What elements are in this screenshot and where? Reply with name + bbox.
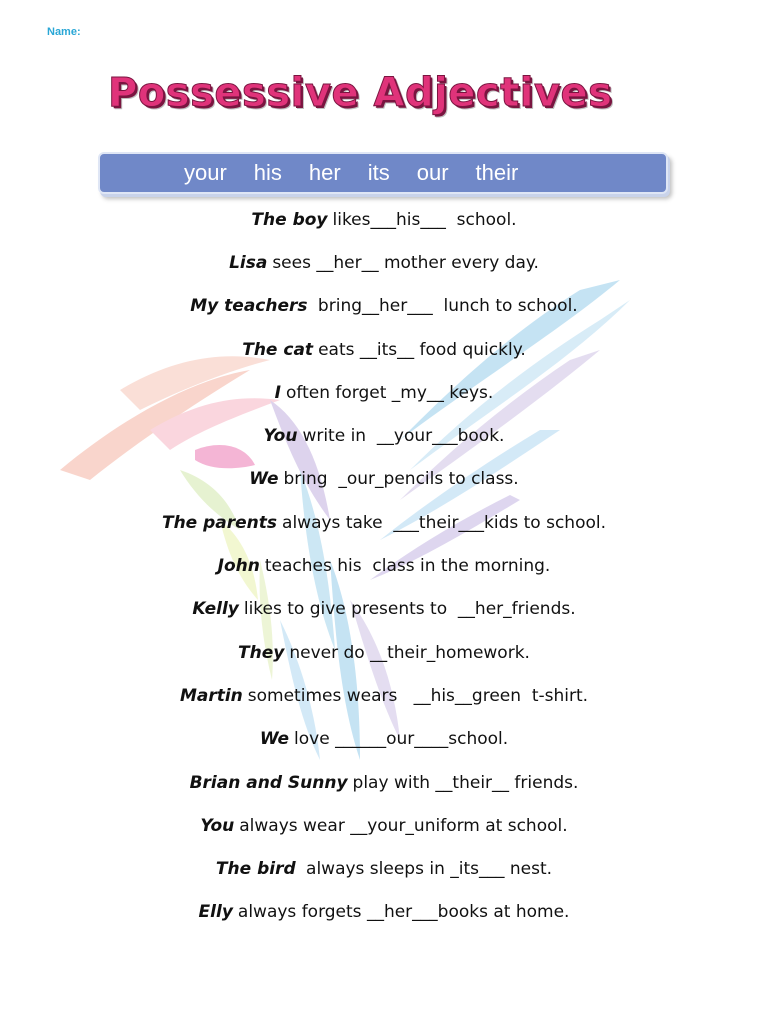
sentence-subject: My teachers — [190, 296, 308, 317]
exercise-sentence — [0, 631, 768, 674]
sentence-subject: The cat — [242, 339, 314, 360]
sentence-subject: They — [238, 642, 285, 663]
exercise-sentence — [0, 891, 768, 934]
sentence-text: always forgets __her___books at home. — [237, 902, 570, 923]
name-field-label: Name: — [47, 26, 81, 38]
word-bank-item: our — [416, 160, 449, 185]
sentence-subject: The bird — [215, 859, 296, 880]
word-bank — [98, 152, 668, 194]
exercise-sentence — [0, 501, 768, 544]
word-bank-item: her — [308, 160, 341, 185]
exercise-sentence — [0, 588, 768, 631]
sentence-text: bring _our_pencils to class. — [283, 469, 519, 490]
sentence-subject: We — [249, 469, 279, 490]
sentence-subject: John — [217, 556, 260, 577]
sentence-text: always take ___their___kids to school. — [282, 512, 607, 533]
sentence-subject: Martin — [179, 685, 243, 706]
sentence-subject: The parents — [161, 512, 278, 533]
page-title: Possessive Adjectives — [108, 70, 613, 116]
sentence-text: sometimes wears __his__green t-shirt. — [247, 685, 589, 706]
sentence-text: play with __their__ friends. — [352, 772, 579, 793]
exercise-sentence — [0, 847, 768, 890]
sentence-text: likes to give presents to __her_friends. — [243, 599, 576, 620]
word-bank-item: its — [367, 160, 390, 185]
sentence-text: always wear __your_uniform at school. — [239, 815, 568, 836]
sentence-subject: You — [263, 426, 298, 447]
exercise-sentence — [0, 285, 768, 328]
sentence-text: likes___his___ school. — [332, 209, 517, 230]
sentence-text: teaches his class in the morning. — [264, 556, 551, 577]
word-bank-item: your — [184, 160, 227, 185]
sentence-text: never do __their_homework. — [289, 642, 530, 663]
sentence-subject: I — [274, 382, 281, 403]
sentence-subject: The boy — [251, 209, 328, 230]
word-bank-item: his — [253, 160, 282, 185]
sentence-subject: Elly — [198, 902, 233, 923]
exercise-sentence — [0, 674, 768, 717]
exercise-sentence — [0, 414, 768, 457]
exercise-sentence — [0, 804, 768, 847]
exercise-sentence — [0, 718, 768, 761]
word-bank-item: their — [475, 160, 519, 185]
sentence-text: sees __her__ mother every day. — [272, 252, 539, 273]
sentence-subject: We — [259, 729, 290, 750]
exercise-sentence — [0, 371, 768, 414]
sentence-text: eats __its__ food quickly. — [318, 339, 526, 360]
sentence-text: always sleeps in _its___ nest. — [300, 859, 553, 880]
sentence-subject: You — [200, 815, 235, 836]
exercise-sentence — [0, 241, 768, 284]
exercise-sentence — [0, 198, 768, 241]
sentence-text: often forget _my__ keys. — [285, 382, 494, 403]
exercise-sentence — [0, 458, 768, 501]
sentence-text: bring__her___ lunch to school. — [312, 296, 578, 317]
exercise-list — [0, 198, 768, 934]
sentence-text: love ______our____school. — [294, 729, 509, 750]
sentence-subject: Brian and Sunny — [189, 772, 348, 793]
sentence-subject: Lisa — [229, 252, 268, 273]
sentence-subject: Kelly — [192, 599, 239, 620]
exercise-sentence — [0, 328, 768, 371]
exercise-sentence — [0, 544, 768, 587]
sentence-text: write in __your___book. — [302, 426, 505, 447]
exercise-sentence — [0, 761, 768, 804]
